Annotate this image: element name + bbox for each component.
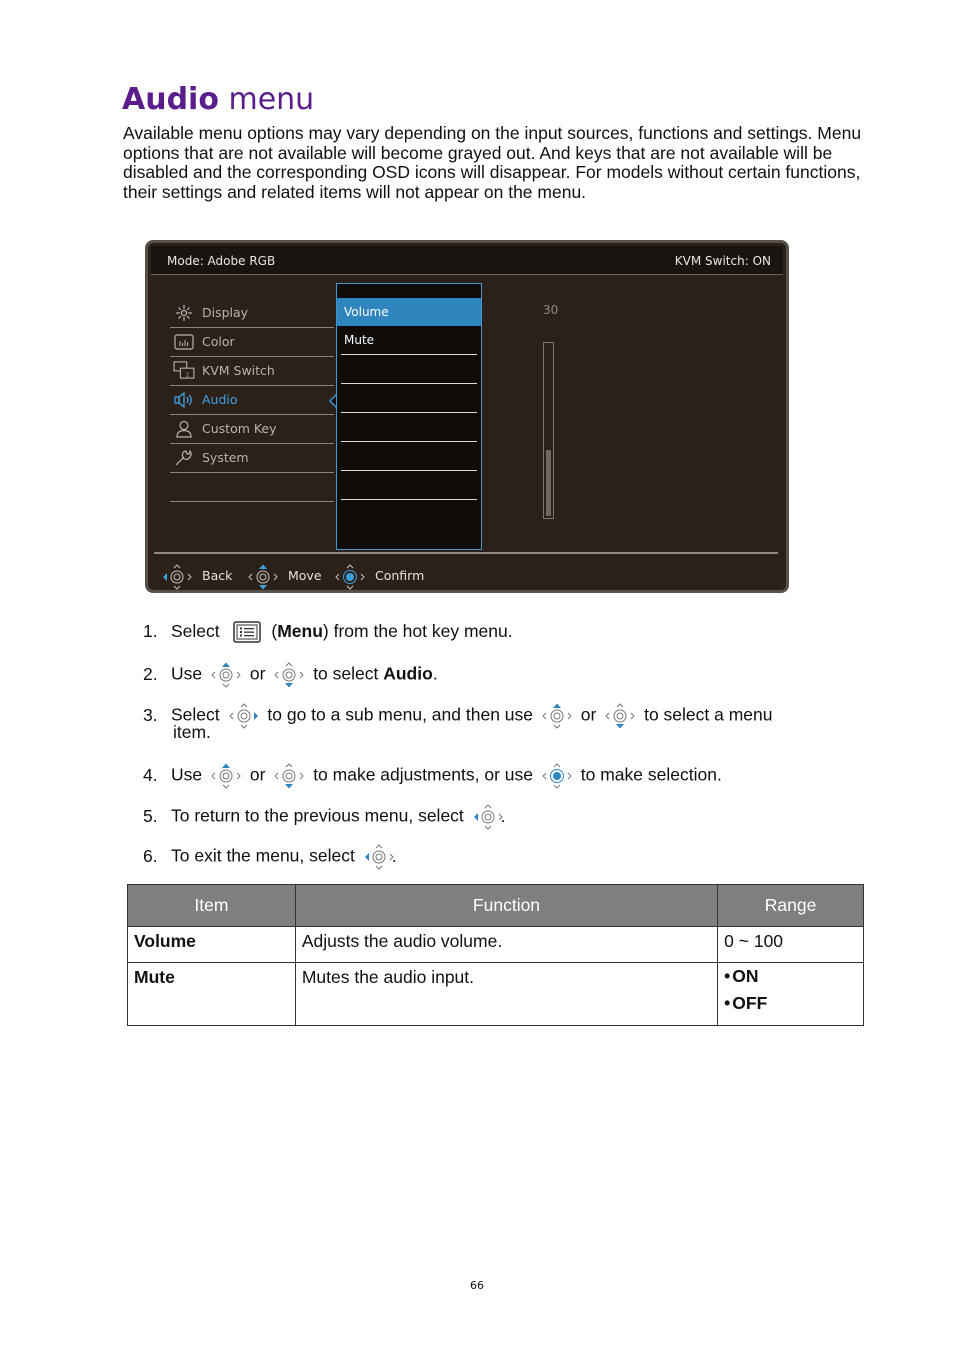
table-cell-item: Volume (128, 927, 296, 963)
column-header-function: Function (295, 885, 717, 927)
table-cell-item: Mute (128, 963, 296, 1026)
volume-value: 30 (543, 303, 559, 317)
joystick-left-icon (364, 843, 394, 871)
column-header-item: Item (128, 885, 296, 927)
display-icon (174, 304, 194, 322)
osd-menu-blank-row (170, 473, 334, 502)
osd-footer (162, 561, 776, 591)
osd-top-bar (151, 246, 783, 275)
system-icon (174, 449, 194, 467)
osd-menu-item-custom-key[interactable] (170, 415, 334, 444)
osd-submenu-empty-row (341, 442, 477, 471)
volume-slider-fill (546, 450, 551, 516)
osd-confirm-label: Confirm (375, 568, 425, 583)
osd-menu-label: KVM Switch (202, 363, 275, 378)
osd-menu-label: Audio (202, 392, 238, 407)
joystick-up-icon (211, 661, 241, 689)
joystick-down-icon (274, 661, 304, 689)
osd-submenu-empty-row (341, 355, 477, 384)
osd-submenu-item-mute[interactable]: Mute (341, 326, 477, 355)
osd-menu-item-display[interactable] (170, 299, 334, 328)
joystick-up-down-icon (248, 564, 278, 590)
osd-menu-label: System (202, 450, 249, 465)
range-options-list (724, 963, 857, 1017)
osd-mode-label: Mode: Adobe RGB (167, 254, 276, 268)
osd-kvm-status: KVM Switch: ON (674, 254, 771, 268)
table-row (128, 927, 864, 963)
table-cell-range: 0 ~ 100 (718, 927, 864, 963)
range-option: • ON (724, 963, 857, 990)
step-2: 2. Use or to select Audio. (143, 661, 438, 689)
osd-submenu-empty-row (341, 384, 477, 413)
joystick-down-icon (274, 762, 304, 790)
joystick-right-icon (229, 702, 259, 730)
joystick-down-icon (605, 702, 635, 730)
osd-main-menu (170, 299, 334, 502)
joystick-press-icon (542, 762, 572, 790)
joystick-left-icon (473, 803, 503, 831)
column-header-range: Range (718, 885, 864, 927)
custom-key-icon (174, 420, 194, 438)
audio-icon (174, 391, 196, 409)
osd-menu-label: Custom Key (202, 421, 277, 436)
kvm-switch-icon (172, 361, 196, 379)
step-text: Select (171, 621, 220, 641)
osd-menu-item-system[interactable] (170, 444, 334, 473)
osd-submenu-empty-row (341, 471, 477, 500)
audio-options-table (127, 884, 864, 1026)
osd-submenu-item-volume[interactable]: Volume (337, 298, 481, 326)
osd-submenu-empty-row (341, 413, 477, 442)
color-icon (174, 333, 194, 351)
osd-move-label: Move (288, 568, 322, 583)
page-title: Audio menu (122, 82, 315, 117)
step-1: 1. Select (Menu) from the hot key menu. (143, 621, 513, 643)
osd-menu-item-kvm-switch[interactable] (170, 357, 334, 386)
table-row (128, 963, 864, 1026)
joystick-press-icon (335, 564, 365, 590)
table-cell-function: Adjusts the audio volume. (295, 927, 717, 963)
joystick-left-icon (162, 564, 192, 590)
step-3-continuation: item. (173, 722, 211, 742)
table-header-row (128, 885, 864, 927)
osd-back-label: Back (202, 568, 233, 583)
table-cell-function: Mutes the audio input. (295, 963, 717, 1026)
osd-screen (145, 240, 789, 593)
menu-key-icon (233, 621, 261, 643)
range-option: • OFF (724, 990, 857, 1017)
osd-submenu (336, 283, 482, 550)
osd-menu-label: Color (202, 334, 235, 349)
joystick-up-icon (542, 702, 572, 730)
page-number: 66 (470, 1279, 484, 1292)
step-number: 1. (143, 621, 158, 641)
step-5: 5. To return to the previous menu, select . (143, 803, 506, 831)
osd-menu-item-audio[interactable] (170, 386, 334, 415)
osd-footer-divider (154, 552, 778, 554)
intro-paragraph: Available menu options may vary depending on the input sources, functions and settings. Menu options that are not available will become grayed out. And keys that are not available will be disabled and the corresponding OSD icons will disappear. For models without certain functions, their settings and related items will not appear on the menu. (123, 123, 862, 202)
volume-slider[interactable] (543, 342, 554, 519)
step-6: 6. To exit the menu, select . (143, 843, 397, 871)
step-3: 3. Select to go to a sub menu, and then use or to select a menu (143, 702, 772, 730)
step-4: 4. Use or to make adjustments, or use to make selection. (143, 762, 722, 790)
osd-menu-label: Display (202, 305, 249, 320)
osd-menu-item-color[interactable] (170, 328, 334, 357)
osd-submenu-header (337, 284, 481, 298)
joystick-up-icon (211, 762, 241, 790)
table-cell-range (718, 963, 864, 1026)
svg-text:2: 2 (185, 372, 190, 379)
